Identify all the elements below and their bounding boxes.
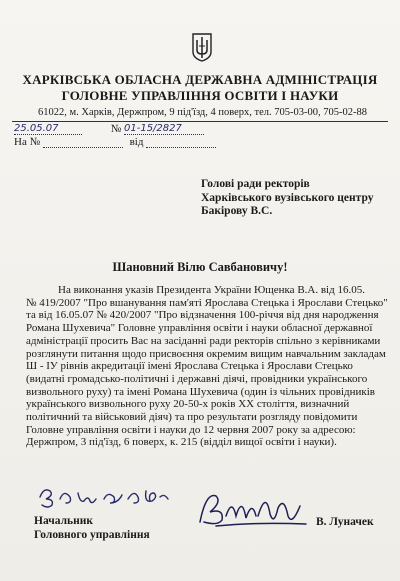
outgoing-date-field	[14, 122, 82, 135]
body-line: адміністрації просить Вас на засіданні ради ректорів спільно з керівниками	[26, 334, 381, 347]
outgoing-date: 25.05.07	[14, 123, 59, 134]
body-line: (видатні громадсько-політичні і державні діячі, провідники українського	[26, 372, 368, 385]
handwritten-regards-note	[34, 479, 174, 513]
reply-date-field	[146, 147, 216, 148]
org-name-line1: ХАРКІВСЬКА ОБЛАСНА ДЕРЖАВНА АДМІНІСТРАЦІЯ	[22, 72, 378, 87]
recipient-line: Бакірову В.С.	[201, 205, 273, 217]
signatory-title-line: Головного управління	[34, 529, 150, 541]
registration-row	[14, 122, 204, 135]
trident-icon	[191, 32, 213, 62]
body-line: Держпром, 3 під'їзд, 6 поверх, к. 215 (відділ вищої освіти і науки).	[26, 436, 337, 449]
letter-body	[26, 284, 388, 449]
reply-label: На №	[14, 136, 41, 148]
reply-number-field	[43, 147, 123, 148]
body-line: На виконання указів Президента України Ющенка В.А. від 16.05.	[58, 284, 365, 296]
recipient-line: Харківського вузівського центру	[201, 191, 374, 204]
recipient-block	[201, 178, 373, 219]
recipient-line: Голові ради ректорів	[201, 178, 310, 190]
body-line: політичний та військовий діяч) та про результати розгляду повідомити	[26, 411, 358, 424]
signatory-title	[34, 514, 150, 542]
body-line: українського визвольного руху 20-50-х років XX століття, визначний	[26, 398, 350, 411]
org-address: 61022, м. Харків, Держпром, 9 під'їзд, 4 поверх, тел. 705-03-00, 705-02-88	[38, 107, 368, 118]
handwritten-signature	[196, 486, 311, 532]
signatory-name: В. Луначек	[316, 516, 374, 528]
body-line: та від 16.05.07 № 420/2007 "Про відзначення 100-річчя від дня народження	[26, 309, 379, 322]
from-label: від	[129, 136, 144, 148]
greeting: Шановний Вілю Савбановичу!	[112, 260, 288, 274]
outgoing-number: 01-15/2827	[124, 123, 182, 134]
body-line: Головне управління освіти і науки до 12 червня 2007 року за адресою:	[26, 423, 356, 436]
body-line: Романа Шухевича" Головне управління освіти і науки обласної державної	[26, 322, 373, 335]
body-line: Ш - ІУ рівнів акредитації імені Ярослава Стецька і Ярослави Стецько	[26, 360, 353, 373]
body-line: розглянути питання щодо присвоєння окремим вищим навчальним закладам	[26, 347, 386, 360]
body-line: № 419/2007 "Про вшанування пам'яті Ярослава Стецька і Ярослави Стецько"	[26, 296, 388, 309]
body-line: визвольного руху) та імені Романа Шухевича (один із чільних провідників	[26, 385, 376, 398]
org-name-line2: ГОЛОВНЕ УПРАВЛІННЯ ОСВІТИ І НАУКИ	[61, 88, 339, 103]
number-label: №	[110, 123, 122, 135]
signatory-title-line: Начальник	[34, 515, 93, 527]
reply-row	[14, 136, 216, 148]
outgoing-number-field	[124, 122, 204, 135]
